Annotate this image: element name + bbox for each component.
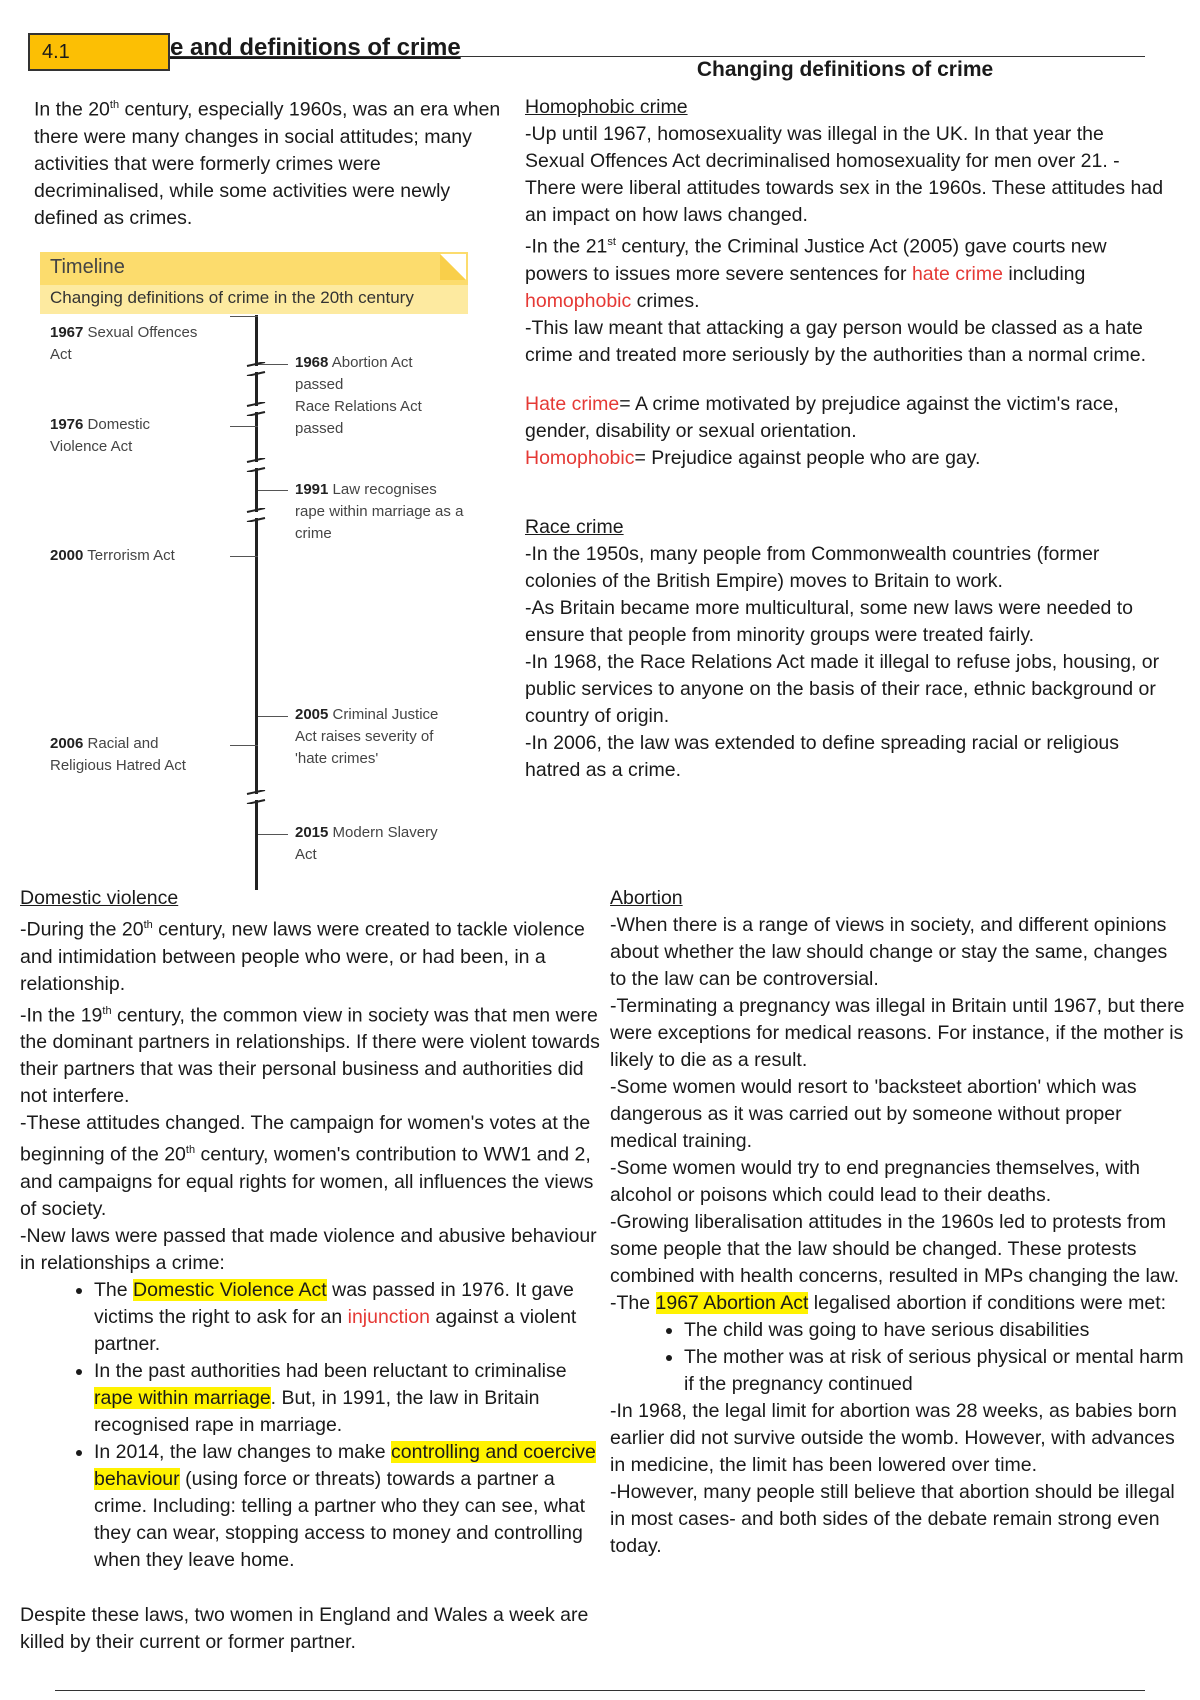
- abortion-p6: -The 1967 Abortion Act legalised abortion if conditions were met:: [610, 1292, 1167, 1314]
- timeline-tick: [258, 716, 288, 717]
- abortion-p4: -Some women would try to end pregnancies themselves, with alcohol or poisons which could lead to their deaths.: [610, 1157, 1141, 1206]
- abortion-heading: Abortion: [610, 887, 683, 909]
- timeline-title: Timeline: [50, 256, 125, 278]
- timeline-tick: [230, 745, 258, 746]
- timeline-tick: [258, 834, 288, 835]
- timeline-item: 1991 Law recognises rape within marriage as a crime: [295, 481, 464, 542]
- timeline-break-icon: [245, 362, 267, 376]
- footer-rule: [55, 1690, 1145, 1691]
- domestic-closing: Despite these laws, two women in England and Wales a week are killed by their current or former partner.: [20, 1603, 589, 1653]
- race-p1: -In the 1950s, many people from Commonwealth countries (former colonies of the British Empire) moves to Britain to work.: [525, 542, 1100, 592]
- timeline-break-icon: [245, 790, 267, 804]
- race-p2: -As Britain became more multicultural, some new laws were needed to ensure that people from minority groups were treated fairly.: [525, 596, 1134, 646]
- domestic-law-list: [20, 1277, 605, 1574]
- domestic-p2: -In the 19th century, the common view in society was that men were the dominant partners in relationships. If there were violent towards their partners that was their personal business and authorities did not interfere.: [20, 1004, 600, 1107]
- timeline-break-icon: [245, 402, 267, 416]
- changing-definitions-section: [525, 56, 1165, 784]
- homophobic-p1: -Up until 1967, homosexuality was illegal in the UK. In that year the Sexual Offences Act decriminalised homosexuality for men over 21. - There were liberal attitudes towards sex in the 1960s. These attitudes had an impact on how laws changed.: [525, 123, 1164, 226]
- section-heading: Changing definitions of crime: [696, 58, 994, 81]
- list-item: • The Domestic Violence Act was passed in 1976. It gave victims the right to ask for an injunction against a violent partner.: [94, 1277, 605, 1358]
- abortion-p5: -Growing liberalisation attitudes in the 1960s led to protests from some people that the law should be changed. These protests combined with health concerns, resulted in MPs changing the law.: [610, 1211, 1180, 1287]
- timeline-item: 2015 Modern Slavery Act: [295, 824, 438, 863]
- list-item: • The child was going to have serious disabilities: [684, 1317, 1185, 1344]
- timeline-corner-icon: [440, 254, 466, 280]
- section-number: 4.1: [42, 41, 70, 63]
- abortion-conditions-list: [610, 1317, 1185, 1398]
- domestic-heading: Domestic violence: [20, 887, 179, 909]
- timeline-break-icon: [245, 458, 267, 472]
- timeline-item: 2005 Criminal Justice Act raises severity of 'hate crimes': [295, 706, 439, 767]
- section-number-box: [28, 33, 170, 71]
- timeline-tick: [230, 316, 258, 317]
- race-p4: -In 2006, the law was extended to define spreading racial or religious hatred as a crime.: [525, 731, 1120, 781]
- timeline-item: 1967 Sexual Offences Act: [50, 324, 198, 363]
- page-title: e and definitions of crime: [170, 34, 461, 61]
- timeline-tick: [230, 426, 258, 427]
- race-p3: -In 1968, the Race Relations Act made it illegal to refuse jobs, housing, or public services to anyone on the basis of their race, ethnic background or country of origin.: [525, 650, 1160, 727]
- list-item: • The mother was at risk of serious physical or mental harm if the pregnancy continued: [684, 1344, 1185, 1398]
- timeline-break-icon: [245, 508, 267, 522]
- intro-paragraph: In the 20th century, especially 1960s, was an era when there were many changes in social attitudes; many activities that were formerly crimes were decriminalised, while some activities were newly defined as crimes.: [34, 98, 501, 229]
- timeline-item: 1968 Abortion Act passed Race Relations Act passed: [295, 354, 422, 437]
- timeline-tick: [230, 556, 258, 557]
- timeline-item: 2000 Terrorism Act: [50, 547, 175, 564]
- abortion-p8: -However, many people still believe that abortion should be illegal in most cases- and both sides of the debate remain strong even today.: [610, 1481, 1175, 1557]
- race-heading: Race crime: [525, 515, 624, 538]
- timeline-tick: [258, 490, 288, 491]
- abortion-p3: -Some women would resort to 'backsteet abortion' which was dangerous as it was carried out by someone without proper medical training.: [610, 1076, 1137, 1152]
- homophobic-p3: -This law meant that attacking a gay person would be classed as a hate crime and treated more seriously by the authorities than a normal crime.: [525, 316, 1147, 366]
- definition-homophobic: Homophobic= Prejudice against people who are gay.: [525, 446, 981, 469]
- abortion-section: [610, 885, 1185, 1560]
- abortion-p7: -In 1968, the legal limit for abortion was 28 weeks, as babies born earlier did not survive outside the womb. However, with advances in medicine, the limit has been lowered over time.: [610, 1400, 1177, 1476]
- list-item: • In 2014, the law changes to make controlling and coercive behaviour (using force or threats) towards a partner a crime. Including: telling a partner who they can see, what they can wear, stopping access to money and controlling when they leave home.: [94, 1439, 605, 1574]
- definition-hate-crime: Hate crime= A crime motivated by prejudice against the victim's race, gender, disability or sexual orientation.: [525, 392, 1119, 442]
- domestic-p1: -During the 20th century, new laws were created to tackle violence and intimidation between people who were, or had been, in a relationship.: [20, 918, 585, 995]
- timeline-subtitle: Changing definitions of crime in the 20th century: [50, 288, 414, 307]
- list-item: • In the past authorities had been reluctant to criminalise rape within marriage. But, in 1991, the law in Britain recognised rape in marriage.: [94, 1358, 605, 1439]
- timeline-item: 2006 Racial and Religious Hatred Act: [50, 735, 186, 774]
- abortion-p2: -Terminating a pregnancy was illegal in Britain until 1967, but there were exceptions for medical reasons. For instance, if the mother is likely to die as a result.: [610, 995, 1185, 1071]
- abortion-p1: -When there is a range of views in society, and different opinions about whether the law should change or stay the same, changes to the law can be controversial.: [610, 914, 1168, 990]
- timeline-item: 1976 Domestic Violence Act: [50, 416, 151, 455]
- domestic-p3: -These attitudes changed. The campaign for women's votes at the beginning of the 20th century, women's contribution to WW1 and 2, and campaigns for equal rights for women, all influences the views of society.: [20, 1112, 594, 1220]
- homophobic-heading: Homophobic crime: [525, 96, 688, 118]
- homophobic-p2: -In the 21st century, the Criminal Justice Act (2005) gave courts new powers to issues more severe sentences for hate crime including homophobic crimes.: [525, 235, 1107, 312]
- domestic-violence-section: [20, 885, 605, 1656]
- domestic-p4: -New laws were passed that made violence and abusive behaviour in relationships a crime:: [20, 1224, 597, 1274]
